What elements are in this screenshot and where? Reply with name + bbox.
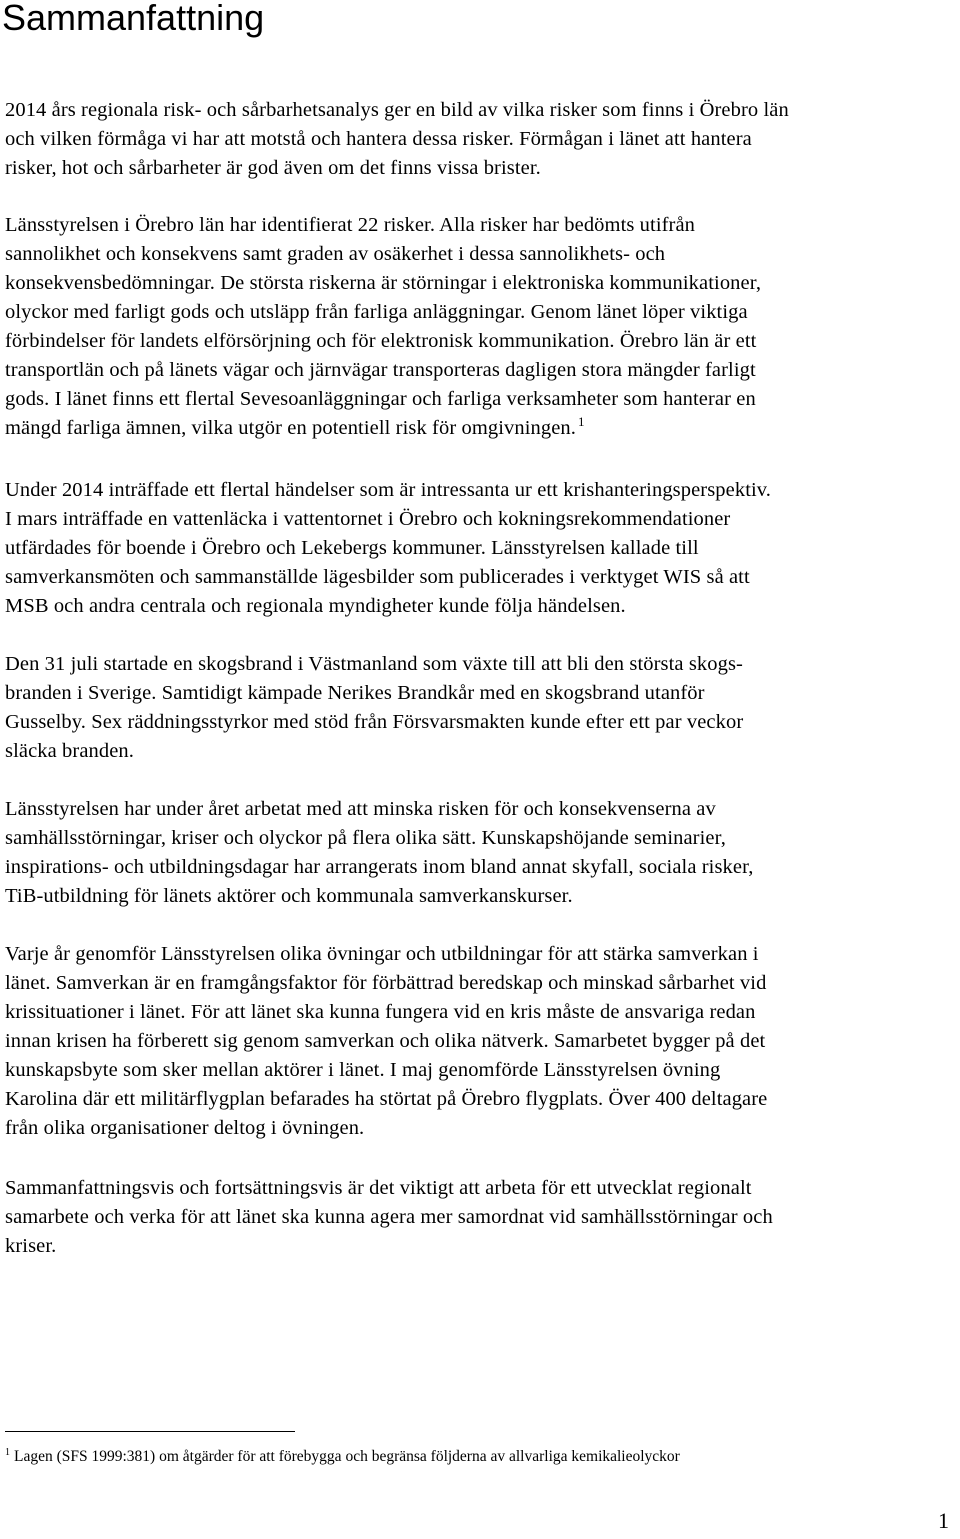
text-line: kunskapsbyte som sker mellan aktörer i länet. I maj genomförde Länsstyrelsen övning xyxy=(5,1059,721,1081)
text-line: gods. I länet finns ett flertal Sevesoanläggningar och farliga verksamheter som hanterar en xyxy=(5,388,756,410)
text-line: från olika organisationer deltog i övningen. xyxy=(5,1117,365,1139)
text-line: MSB och andra centrala och regionala myndigheter kunde följa händelsen. xyxy=(5,595,626,617)
paragraph-conclusion xyxy=(5,1174,957,1261)
paragraph-forest-fire xyxy=(5,650,957,766)
text-line: samverkansmöten och sammanställde lägesbilder som publicerades i verktyget WIS så att xyxy=(5,566,750,588)
text-line: Länsstyrelsen i Örebro län har identifierat 22 risker. Alla risker har bedömts utifrån xyxy=(5,214,696,236)
text-line: Varje år genomför Länsstyrelsen olika övningar och utbildningar för att stärka samverkan i xyxy=(5,943,759,965)
text-line: förbindelser för landets elförsörjning och för elektronisk kommunikation. Örebro län är ett xyxy=(5,330,757,352)
text-line: Länsstyrelsen har under året arbetat med att minska risken för och konsekvenserna av xyxy=(5,798,716,820)
text-line: kriser. xyxy=(5,1235,57,1257)
footnote-reference[interactable]: 1 xyxy=(577,414,585,429)
text-line: Karolina där ett militärflygplan befarades ha störtat på Örebro flygplats. Över 400 deltagare xyxy=(5,1088,768,1110)
text-line: utfärdades för boende i Örebro och Lekebergs kommuner. Länsstyrelsen kallade till xyxy=(5,537,699,559)
text-line: transportlän och på länets vägar och järnvägar transporteras dagligen stora mängder farligt xyxy=(5,359,756,381)
text-line: samarbete och verka för att länet ska kunna agera mer samordnat vid samhällsstörningar och xyxy=(5,1206,773,1228)
paragraph-events-2014 xyxy=(5,476,957,621)
page-number: 1 xyxy=(938,1508,949,1533)
text-line: och vilken förmåga vi har att motstå och hantera dessa risker. Förmågan i länet att hantera xyxy=(5,128,752,150)
text-line: samhällsstörningar, kriser och olyckor på flera olika sätt. Kunskapshöjande seminarier, xyxy=(5,827,726,849)
text-line: krissituationer i länet. För att länet ska kunna fungera vid en kris måste de ansvariga redan xyxy=(5,1001,756,1023)
text-line: branden i Sverige. Samtidigt kämpade Nerikes Brandkår med en skogsbrand utanför xyxy=(5,682,705,704)
paragraph-risk-reduction xyxy=(5,795,957,911)
text-line: Under 2014 inträffade ett flertal händelser som är intressanta ur ett krishanteringsperspektiv. xyxy=(5,479,772,501)
text-line: risker, hot och sårbarheter är god även om det finns vissa brister. xyxy=(5,157,541,179)
footnote-divider xyxy=(5,1431,295,1432)
text-line-with-footnote xyxy=(5,414,957,443)
text-line: 2014 års regionala risk- och sårbarhetsanalys ger en bild av vilka risker som finns i Örebro län xyxy=(5,99,789,121)
footnote-text: Lagen (SFS 1999:381) om åtgärder för att förebygga och begränsa följderna av allvarliga kemikalieolyckor xyxy=(14,1448,680,1465)
text-line: TiB-utbildning för länets aktörer och kommunala samverkanskurser. xyxy=(5,885,573,907)
paragraph-exercises xyxy=(5,940,957,1143)
text-line: Gusselby. Sex räddningsstyrkor med stöd från Försvarsmakten kunde efter ett par veckor xyxy=(5,711,744,733)
text-line: olyckor med farligt gods och utsläpp från farliga anläggningar. Genom länet löper viktiga xyxy=(5,301,748,323)
page-title: Sammanfattning xyxy=(2,0,265,38)
text-line: släcka branden. xyxy=(5,740,134,762)
footnote-mark: 1 xyxy=(5,1447,10,1458)
paragraph-risks xyxy=(5,211,957,443)
text-line: Sammanfattningsvis och fortsättningsvis är det viktigt att arbeta för ett utvecklat regionalt xyxy=(5,1177,752,1199)
text-line: Den 31 juli startade en skogsbrand i Västmanland som växte till att bli den största skogs- xyxy=(5,653,743,675)
text-line: I mars inträffade en vattenläcka i vattentornet i Örebro och kokningsrekommendationer xyxy=(5,508,731,530)
text-line: mängd farliga ämnen, vilka utgör en potentiell risk för omgivningen. xyxy=(5,417,576,439)
text-line: inspirations- och utbildningsdagar har arrangerats inom bland annat skyfall, sociala risker, xyxy=(5,856,754,878)
text-line: sannolikhet och konsekvens samt graden av osäkerhet i dessa sannolikhets- och xyxy=(5,243,666,265)
paragraph-intro xyxy=(5,96,957,183)
text-line: konsekvensbedömningar. De största riskerna är störningar i elektroniska kommunikationer, xyxy=(5,272,762,294)
text-line: länet. Samverkan är en framgångsfaktor för förbättrad beredskap och minskad sårbarhet vid xyxy=(5,972,767,994)
footnote xyxy=(5,1447,680,1467)
text-line: innan krisen ha förberett sig genom samverkan och olika nätverk. Samarbetet bygger på det xyxy=(5,1030,766,1052)
